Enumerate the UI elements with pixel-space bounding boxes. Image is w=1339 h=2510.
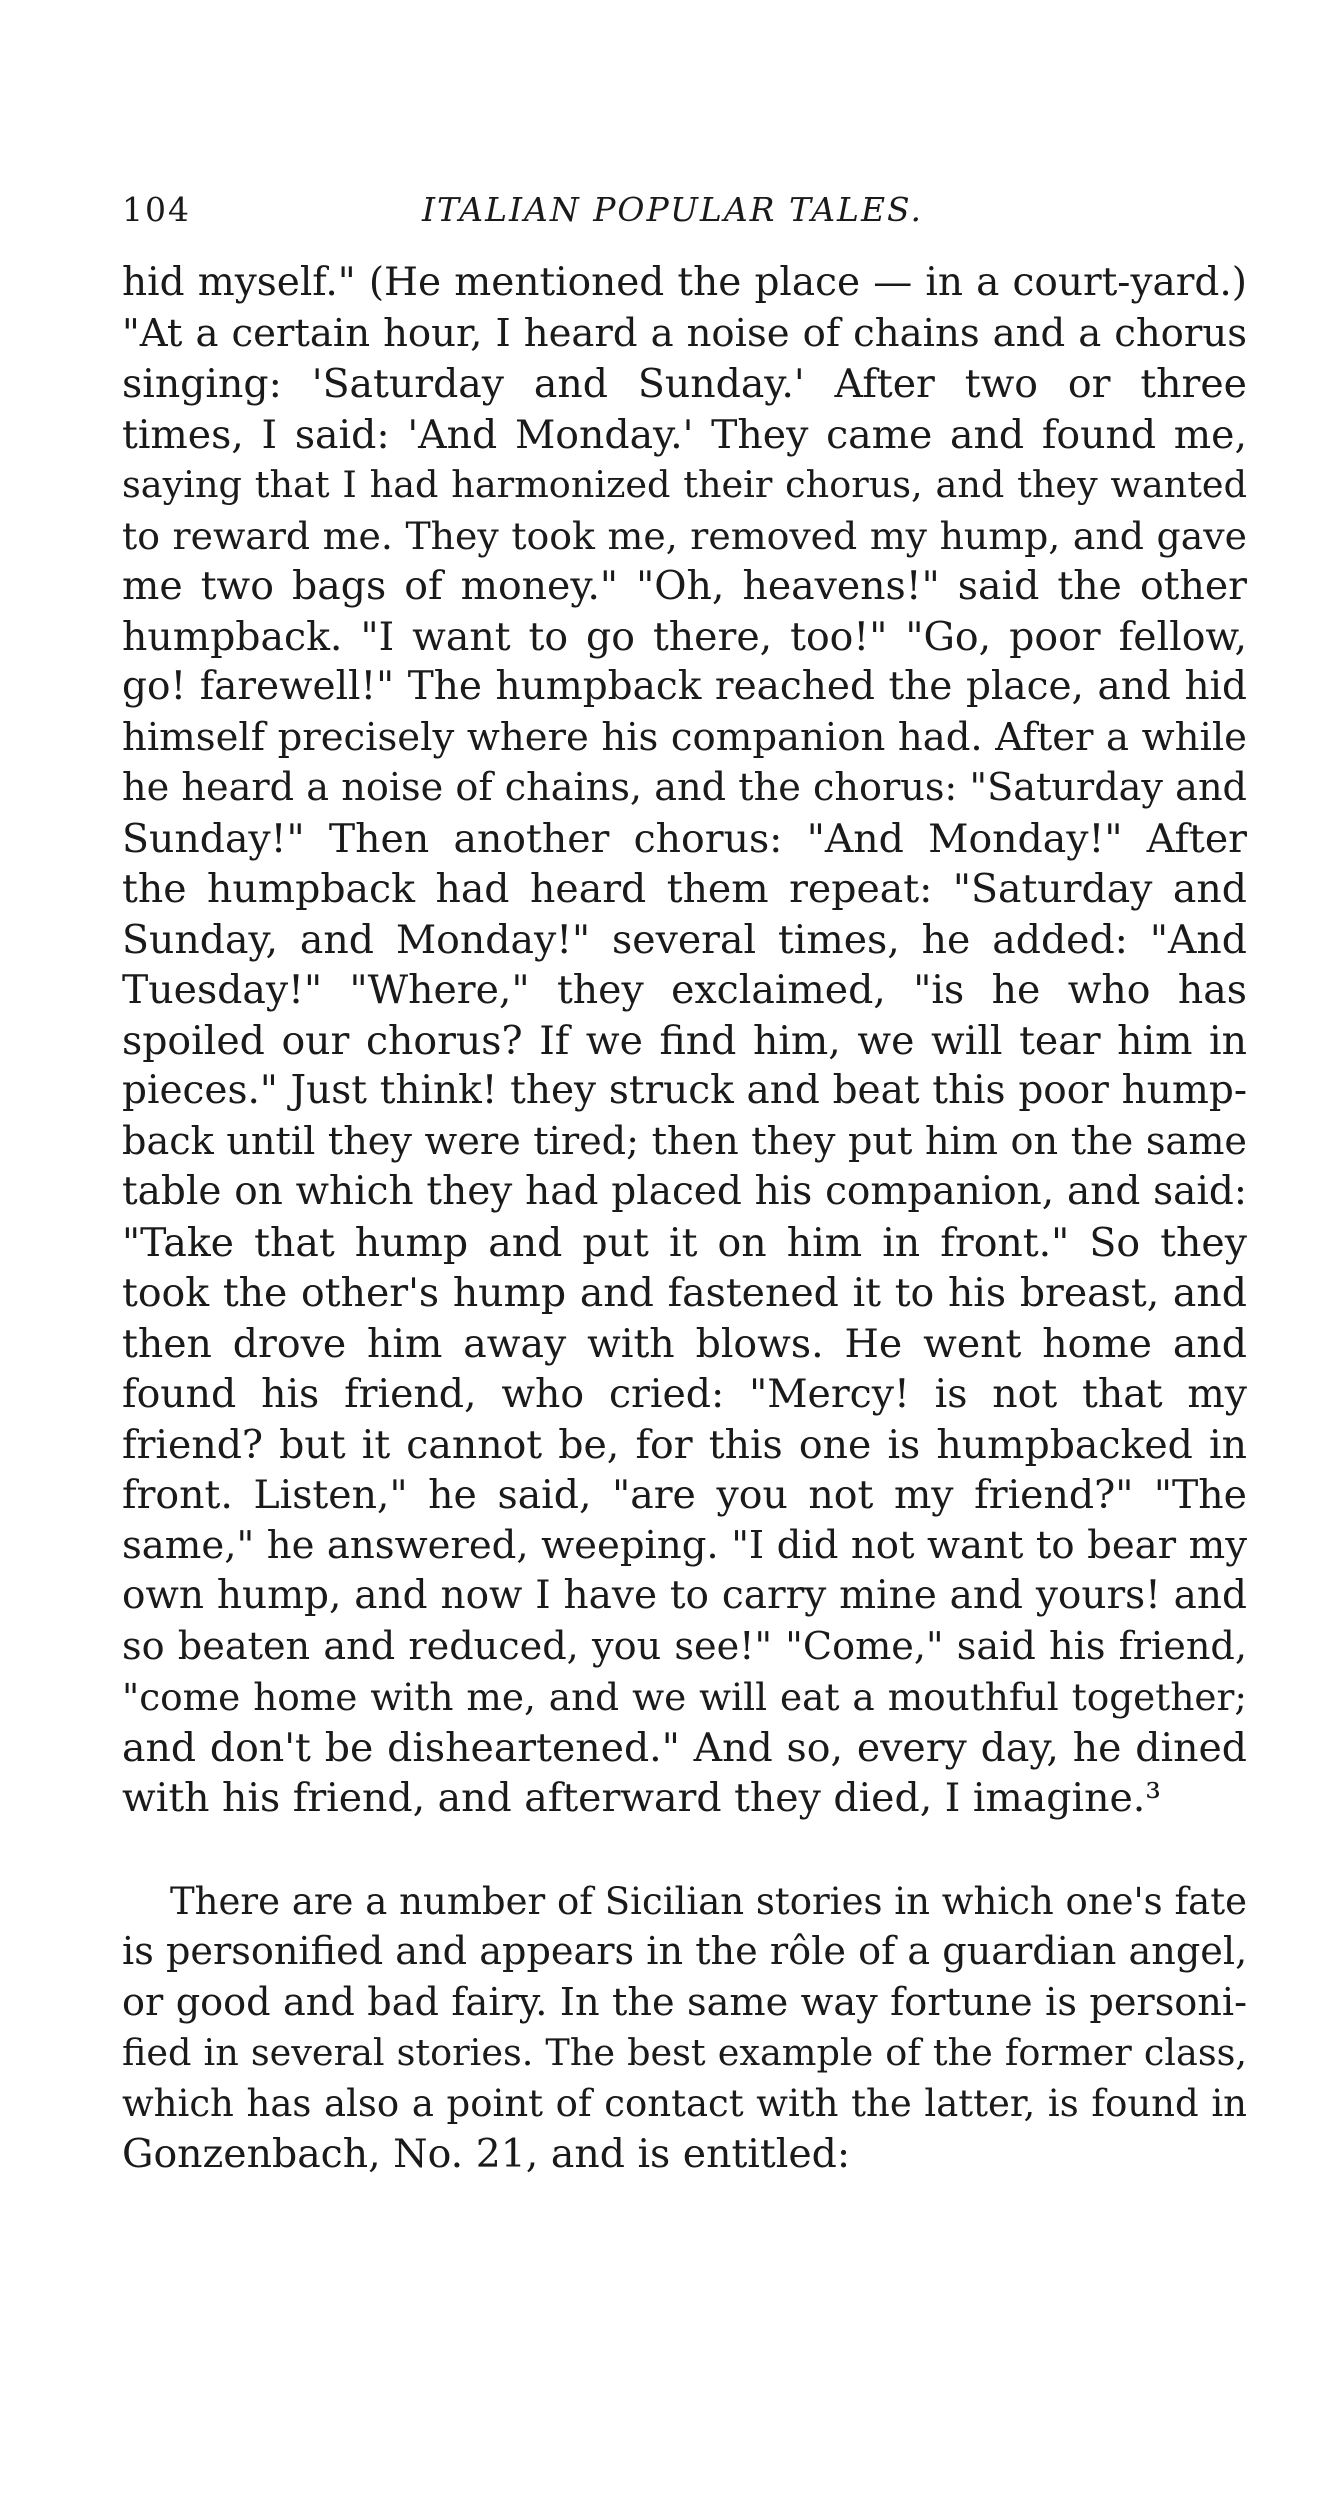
text-line: Sunday, and Monday!" several times, he added: "And	[122, 916, 1247, 963]
page-number: 104	[122, 190, 191, 229]
text-line: himself precisely where his companion had. After a while	[122, 714, 1247, 760]
paragraph-1	[122, 258, 1247, 1824]
text-line: or good and bad fairy. In the same way fortune is personi-	[122, 1980, 1247, 2025]
text-line: Tuesday!" "Where," they exclaimed, "is he who has	[122, 967, 1247, 1013]
text-line: There are a number of Sicilian stories in which one's fate	[170, 1879, 1247, 1923]
text-line: which has also a point of contact with the latter, is found in	[122, 2081, 1247, 2125]
text-line: and don't be disheartened." And so, every day, he dined	[122, 1724, 1247, 1771]
text-line: the humpback had heard them repeat: "Saturday and	[122, 866, 1247, 912]
text-line: singing: 'Saturday and Sunday.' After two or three	[122, 361, 1247, 407]
text-line: took the other's hump and fastened it to his breast, and	[122, 1270, 1247, 1316]
page-header	[122, 190, 1247, 250]
text-line: he heard a noise of chains, and the chorus: "Saturday and	[122, 766, 1247, 810]
text-line: pieces." Just think! they struck and beat this poor hump-	[122, 1068, 1247, 1113]
text-line: "At a certain hour, I heard a noise of chains and a chorus	[122, 310, 1247, 356]
text-line: friend? but it cannot be, for this one is humpbacked in	[122, 1421, 1247, 1468]
text-line: with his friend, and afterward they died, I imagine.³	[122, 1775, 1162, 1821]
text-line: Sunday!" Then another chorus: "And Monday!" After	[122, 815, 1247, 862]
text-line: times, I said: 'And Monday.' They came and found me,	[122, 411, 1247, 458]
paragraph-gap	[122, 1824, 1247, 1877]
paragraph-2	[122, 1877, 1247, 2180]
running-title: ITALIAN POPULAR TALES.	[422, 190, 923, 229]
text-line: saying that I had harmonized their chorus, and they wanted	[122, 463, 1247, 506]
text-line: same," he answered, weeping. "I did not want to bear my	[122, 1522, 1247, 1568]
text-line: table on which they had placed his companion, and said:	[122, 1169, 1247, 1214]
book-page	[122, 190, 1247, 2180]
text-line: is personified and appears in the rôle of a guardian angel,	[122, 1930, 1248, 1974]
text-line: front. Listen," he said, "are you not my friend?" "The	[122, 1472, 1247, 1518]
text-line: me two bags of money." "Oh, heavens!" said the other	[122, 563, 1247, 609]
text-line: own hump, and now I have to carry mine and yours! and	[122, 1573, 1247, 1618]
text-line: go! farewell!" The humpback reached the place, and hid	[122, 664, 1247, 709]
text-line: hid myself." (He mentioned the place — in a court-yard.)	[122, 260, 1247, 305]
text-line: so beaten and reduced, you see!" "Come," said his friend,	[122, 1624, 1247, 1669]
text-line: fied in several stories. The best example of the former class,	[122, 2031, 1247, 2074]
text-line: Gonzenbach, No. 21, and is entitled:	[122, 2131, 851, 2177]
body-text	[122, 258, 1247, 2180]
text-line: back until they were tired; then they put him on the same	[122, 1119, 1247, 1164]
text-line: "come home with me, and we will eat a mouthful together;	[122, 1675, 1247, 1719]
text-line: to reward me. They took me, removed my hump, and gave	[122, 513, 1247, 558]
text-line: "Take that hump and put it on him in front." So they	[122, 1219, 1247, 1266]
text-line: found his friend, who cried: "Mercy! is not that my	[122, 1371, 1247, 1417]
text-line: spoiled our chorus? If we find him, we will tear him in	[122, 1017, 1247, 1064]
text-line: humpback. "I want to go there, too!" "Go, poor fellow,	[122, 613, 1247, 660]
text-line: then drove him away with blows. He went home and	[122, 1320, 1247, 1367]
